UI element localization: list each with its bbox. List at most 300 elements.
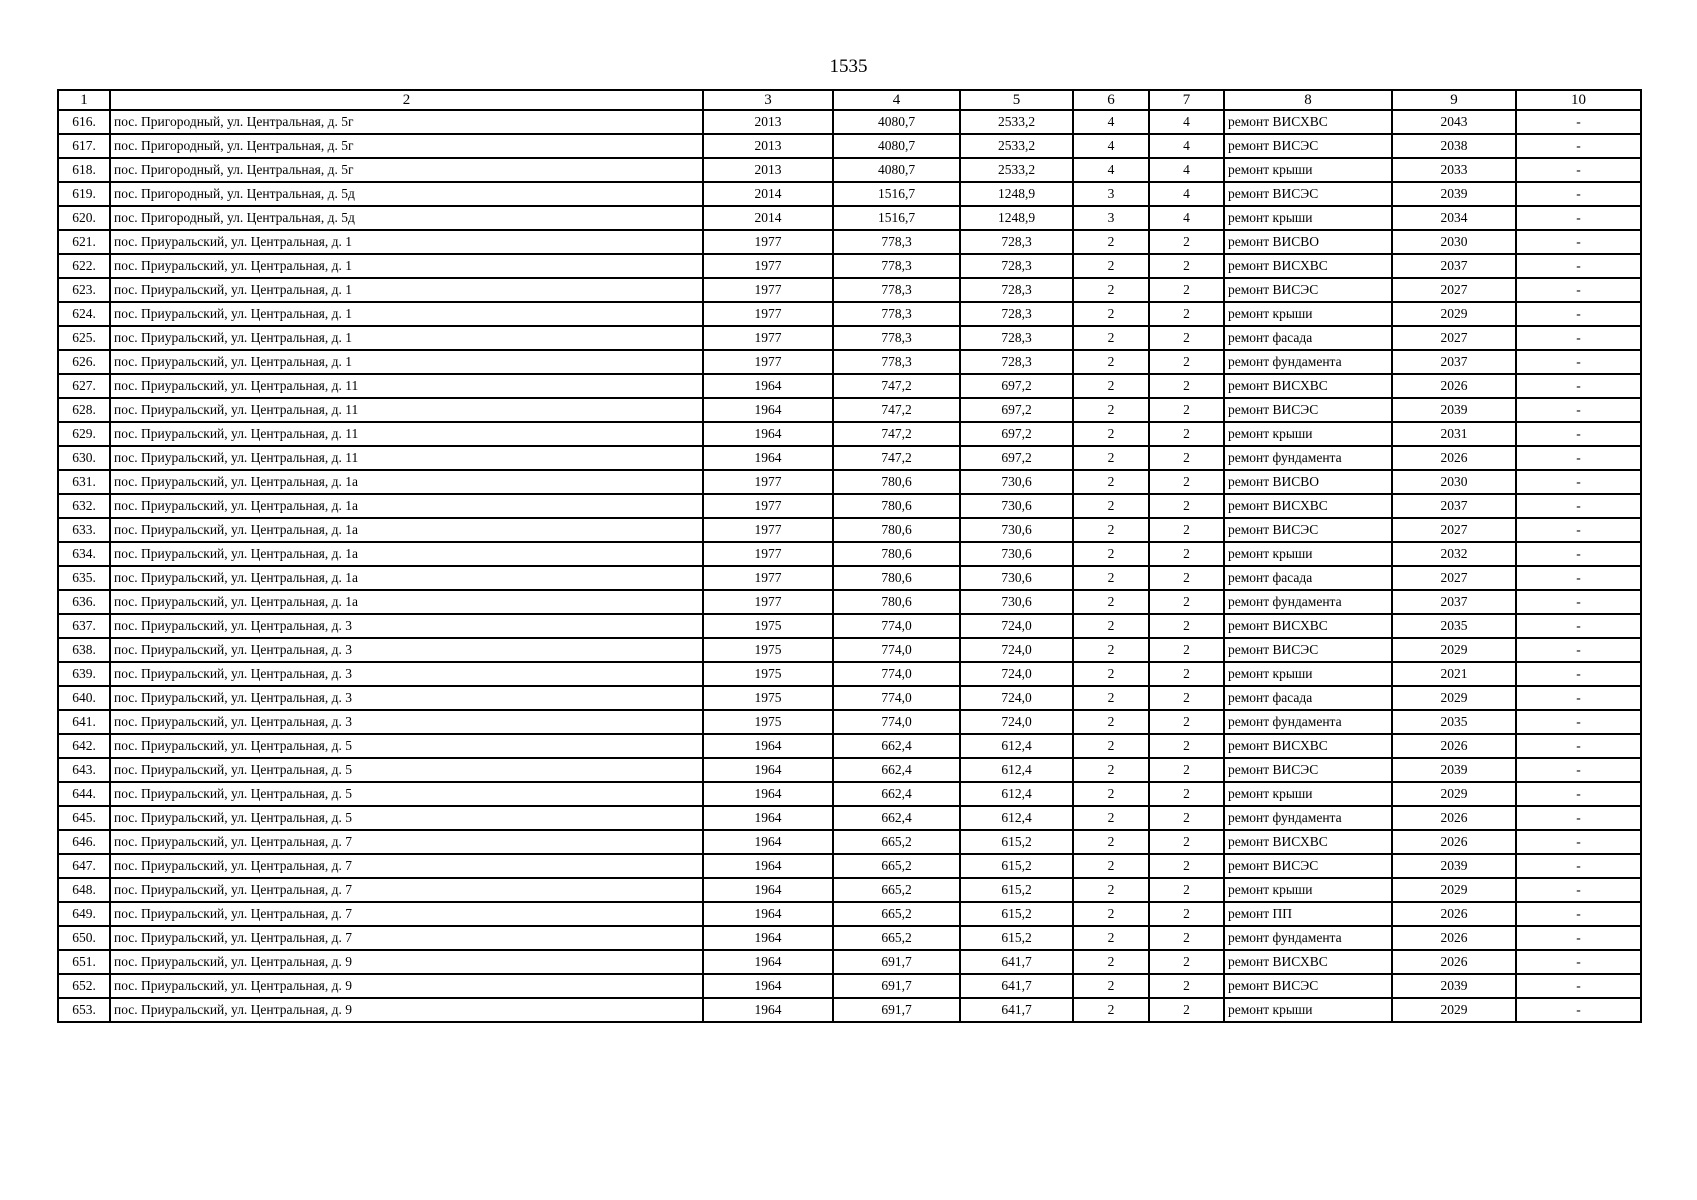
- table-row: [58, 278, 1641, 302]
- address-cell: пос. Приуральский, ул. Центральная, д. 1: [110, 230, 703, 254]
- row-number-cell: 618.: [58, 158, 110, 182]
- total-area-cell: 774,0: [833, 710, 960, 734]
- table-body: [58, 110, 1641, 1022]
- work-type-cell: ремонт фасада: [1224, 566, 1392, 590]
- entrances-cell: 2: [1149, 254, 1224, 278]
- address-cell: пос. Приуральский, ул. Центральная, д. 11: [110, 398, 703, 422]
- total-area-cell: 778,3: [833, 230, 960, 254]
- entrances-cell: 2: [1149, 326, 1224, 350]
- note-cell: -: [1516, 518, 1641, 542]
- total-area-cell: 665,2: [833, 878, 960, 902]
- total-area-cell: 665,2: [833, 926, 960, 950]
- residential-area-cell: 612,4: [960, 734, 1073, 758]
- note-cell: -: [1516, 350, 1641, 374]
- residential-area-cell: 641,7: [960, 998, 1073, 1022]
- total-area-cell: 665,2: [833, 854, 960, 878]
- note-cell: -: [1516, 854, 1641, 878]
- address-cell: пос. Пригородный, ул. Центральная, д. 5д: [110, 182, 703, 206]
- note-cell: -: [1516, 998, 1641, 1022]
- column-header: 9: [1392, 90, 1516, 110]
- address-cell: пос. Приуральский, ул. Центральная, д. 9: [110, 950, 703, 974]
- entrances-cell: 2: [1149, 302, 1224, 326]
- year-built-cell: 1975: [703, 662, 833, 686]
- floors-cell: 2: [1073, 350, 1149, 374]
- floors-cell: 2: [1073, 950, 1149, 974]
- residential-area-cell: 2533,2: [960, 158, 1073, 182]
- table-row: [58, 902, 1641, 926]
- table-row: [58, 158, 1641, 182]
- row-number-cell: 625.: [58, 326, 110, 350]
- total-area-cell: 1516,7: [833, 206, 960, 230]
- table-row: [58, 230, 1641, 254]
- page-number: 1535: [829, 56, 868, 77]
- planned-year-cell: 2033: [1392, 158, 1516, 182]
- floors-cell: 2: [1073, 710, 1149, 734]
- row-number-cell: 641.: [58, 710, 110, 734]
- entrances-cell: 2: [1149, 350, 1224, 374]
- table-row: [58, 758, 1641, 782]
- year-built-cell: 1964: [703, 734, 833, 758]
- residential-area-cell: 697,2: [960, 446, 1073, 470]
- planned-year-cell: 2035: [1392, 614, 1516, 638]
- total-area-cell: 747,2: [833, 374, 960, 398]
- address-cell: пос. Пригородный, ул. Центральная, д. 5г: [110, 110, 703, 134]
- planned-year-cell: 2037: [1392, 494, 1516, 518]
- year-built-cell: 1964: [703, 758, 833, 782]
- year-built-cell: 1964: [703, 782, 833, 806]
- note-cell: -: [1516, 782, 1641, 806]
- table-row: [58, 134, 1641, 158]
- entrances-cell: 2: [1149, 878, 1224, 902]
- address-cell: пос. Приуральский, ул. Центральная, д. 3: [110, 710, 703, 734]
- entrances-cell: 2: [1149, 686, 1224, 710]
- work-type-cell: ремонт ВИСХВС: [1224, 734, 1392, 758]
- table-row: [58, 830, 1641, 854]
- address-cell: пос. Приуральский, ул. Центральная, д. 5: [110, 758, 703, 782]
- entrances-cell: 2: [1149, 278, 1224, 302]
- year-built-cell: 1977: [703, 590, 833, 614]
- address-cell: пос. Приуральский, ул. Центральная, д. 1а: [110, 494, 703, 518]
- work-type-cell: ремонт ВИСХВС: [1224, 494, 1392, 518]
- row-number-cell: 616.: [58, 110, 110, 134]
- work-type-cell: ремонт фундамента: [1224, 926, 1392, 950]
- note-cell: -: [1516, 902, 1641, 926]
- row-number-cell: 649.: [58, 902, 110, 926]
- residential-area-cell: 730,6: [960, 470, 1073, 494]
- residential-area-cell: 641,7: [960, 974, 1073, 998]
- total-area-cell: 662,4: [833, 782, 960, 806]
- table-row: [58, 422, 1641, 446]
- work-type-cell: ремонт ВИСВО: [1224, 230, 1392, 254]
- total-area-cell: 774,0: [833, 686, 960, 710]
- work-type-cell: ремонт фундамента: [1224, 350, 1392, 374]
- floors-cell: 2: [1073, 254, 1149, 278]
- row-number-cell: 634.: [58, 542, 110, 566]
- column-header: 8: [1224, 90, 1392, 110]
- address-cell: пос. Пригородный, ул. Центральная, д. 5г: [110, 134, 703, 158]
- planned-year-cell: 2027: [1392, 566, 1516, 590]
- entrances-cell: 2: [1149, 998, 1224, 1022]
- row-number-cell: 652.: [58, 974, 110, 998]
- table-row: [58, 686, 1641, 710]
- note-cell: -: [1516, 254, 1641, 278]
- year-built-cell: 1964: [703, 854, 833, 878]
- year-built-cell: 2013: [703, 158, 833, 182]
- work-type-cell: ремонт крыши: [1224, 782, 1392, 806]
- note-cell: -: [1516, 974, 1641, 998]
- work-type-cell: ремонт ВИСХВС: [1224, 110, 1392, 134]
- note-cell: -: [1516, 158, 1641, 182]
- total-area-cell: 778,3: [833, 278, 960, 302]
- entrances-cell: 2: [1149, 638, 1224, 662]
- row-number-cell: 619.: [58, 182, 110, 206]
- row-number-cell: 617.: [58, 134, 110, 158]
- table-row: [58, 566, 1641, 590]
- address-cell: пос. Пригородный, ул. Центральная, д. 5г: [110, 158, 703, 182]
- entrances-cell: 2: [1149, 902, 1224, 926]
- row-number-cell: 636.: [58, 590, 110, 614]
- table-row: [58, 974, 1641, 998]
- total-area-cell: 665,2: [833, 902, 960, 926]
- year-built-cell: 1975: [703, 686, 833, 710]
- work-type-cell: ремонт ВИСЭС: [1224, 134, 1392, 158]
- address-cell: пос. Приуральский, ул. Центральная, д. 1а: [110, 566, 703, 590]
- table-row: [58, 374, 1641, 398]
- table-row: [58, 878, 1641, 902]
- planned-year-cell: 2037: [1392, 350, 1516, 374]
- work-type-cell: ремонт фундамента: [1224, 710, 1392, 734]
- table-row: [58, 182, 1641, 206]
- floors-cell: 2: [1073, 374, 1149, 398]
- work-type-cell: ремонт фасада: [1224, 326, 1392, 350]
- floors-cell: 2: [1073, 902, 1149, 926]
- note-cell: -: [1516, 566, 1641, 590]
- residential-area-cell: 724,0: [960, 686, 1073, 710]
- floors-cell: 2: [1073, 302, 1149, 326]
- entrances-cell: 2: [1149, 566, 1224, 590]
- residential-area-cell: 1248,9: [960, 206, 1073, 230]
- work-type-cell: ремонт крыши: [1224, 422, 1392, 446]
- work-type-cell: ремонт ВИСЭС: [1224, 398, 1392, 422]
- row-number-cell: 645.: [58, 806, 110, 830]
- residential-area-cell: 728,3: [960, 350, 1073, 374]
- row-number-cell: 651.: [58, 950, 110, 974]
- residential-area-cell: 612,4: [960, 806, 1073, 830]
- row-number-cell: 631.: [58, 470, 110, 494]
- planned-year-cell: 2039: [1392, 182, 1516, 206]
- note-cell: -: [1516, 542, 1641, 566]
- total-area-cell: 662,4: [833, 806, 960, 830]
- address-cell: пос. Приуральский, ул. Центральная, д. 1а: [110, 518, 703, 542]
- table-row: [58, 518, 1641, 542]
- residential-area-cell: 612,4: [960, 782, 1073, 806]
- work-type-cell: ремонт ВИСЭС: [1224, 278, 1392, 302]
- work-type-cell: ремонт крыши: [1224, 542, 1392, 566]
- planned-year-cell: 2038: [1392, 134, 1516, 158]
- table-row: [58, 710, 1641, 734]
- floors-cell: 2: [1073, 614, 1149, 638]
- address-cell: пос. Приуральский, ул. Центральная, д. 7: [110, 926, 703, 950]
- floors-cell: 2: [1073, 734, 1149, 758]
- total-area-cell: 780,6: [833, 470, 960, 494]
- floors-cell: 4: [1073, 134, 1149, 158]
- total-area-cell: 662,4: [833, 758, 960, 782]
- planned-year-cell: 2026: [1392, 446, 1516, 470]
- column-header: 1: [58, 90, 110, 110]
- note-cell: -: [1516, 326, 1641, 350]
- planned-year-cell: 2039: [1392, 974, 1516, 998]
- entrances-cell: 2: [1149, 974, 1224, 998]
- year-built-cell: 1977: [703, 230, 833, 254]
- work-type-cell: ремонт ВИСЭС: [1224, 854, 1392, 878]
- row-number-cell: 635.: [58, 566, 110, 590]
- note-cell: -: [1516, 230, 1641, 254]
- floors-cell: 2: [1073, 758, 1149, 782]
- floors-cell: 2: [1073, 566, 1149, 590]
- year-built-cell: 1975: [703, 614, 833, 638]
- planned-year-cell: 2030: [1392, 470, 1516, 494]
- note-cell: -: [1516, 182, 1641, 206]
- note-cell: -: [1516, 830, 1641, 854]
- residential-area-cell: 697,2: [960, 422, 1073, 446]
- total-area-cell: 774,0: [833, 614, 960, 638]
- note-cell: -: [1516, 590, 1641, 614]
- residential-area-cell: 615,2: [960, 854, 1073, 878]
- address-cell: пос. Приуральский, ул. Центральная, д. 9: [110, 974, 703, 998]
- total-area-cell: 774,0: [833, 662, 960, 686]
- residential-area-cell: 724,0: [960, 662, 1073, 686]
- total-area-cell: 665,2: [833, 830, 960, 854]
- planned-year-cell: 2029: [1392, 998, 1516, 1022]
- floors-cell: 2: [1073, 830, 1149, 854]
- note-cell: -: [1516, 398, 1641, 422]
- entrances-cell: 4: [1149, 134, 1224, 158]
- note-cell: -: [1516, 734, 1641, 758]
- address-cell: пос. Приуральский, ул. Центральная, д. 5: [110, 734, 703, 758]
- floors-cell: 2: [1073, 398, 1149, 422]
- table-row: [58, 254, 1641, 278]
- work-type-cell: ремонт крыши: [1224, 662, 1392, 686]
- address-cell: пос. Приуральский, ул. Центральная, д. 11: [110, 374, 703, 398]
- note-cell: -: [1516, 638, 1641, 662]
- total-area-cell: 1516,7: [833, 182, 960, 206]
- entrances-cell: 2: [1149, 758, 1224, 782]
- entrances-cell: 4: [1149, 110, 1224, 134]
- residential-area-cell: 2533,2: [960, 134, 1073, 158]
- row-number-cell: 629.: [58, 422, 110, 446]
- planned-year-cell: 2026: [1392, 902, 1516, 926]
- total-area-cell: 4080,7: [833, 134, 960, 158]
- address-cell: пос. Приуральский, ул. Центральная, д. 5: [110, 806, 703, 830]
- note-cell: -: [1516, 878, 1641, 902]
- floors-cell: 2: [1073, 230, 1149, 254]
- residential-area-cell: 728,3: [960, 278, 1073, 302]
- entrances-cell: 2: [1149, 614, 1224, 638]
- planned-year-cell: 2037: [1392, 590, 1516, 614]
- note-cell: -: [1516, 134, 1641, 158]
- floors-cell: 2: [1073, 638, 1149, 662]
- row-number-cell: 642.: [58, 734, 110, 758]
- entrances-cell: 2: [1149, 710, 1224, 734]
- residential-area-cell: 615,2: [960, 902, 1073, 926]
- planned-year-cell: 2027: [1392, 326, 1516, 350]
- entrances-cell: 2: [1149, 542, 1224, 566]
- floors-cell: 2: [1073, 446, 1149, 470]
- residential-area-cell: 615,2: [960, 878, 1073, 902]
- planned-year-cell: 2032: [1392, 542, 1516, 566]
- note-cell: -: [1516, 494, 1641, 518]
- entrances-cell: 2: [1149, 950, 1224, 974]
- year-built-cell: 2013: [703, 110, 833, 134]
- year-built-cell: 1977: [703, 566, 833, 590]
- address-cell: пос. Приуральский, ул. Центральная, д. 5: [110, 782, 703, 806]
- column-header: 7: [1149, 90, 1224, 110]
- planned-year-cell: 2026: [1392, 374, 1516, 398]
- repair-schedule-table: [57, 89, 1642, 1023]
- address-cell: пос. Приуральский, ул. Центральная, д. 1а: [110, 542, 703, 566]
- residential-area-cell: 697,2: [960, 374, 1073, 398]
- work-type-cell: ремонт ВИСХВС: [1224, 374, 1392, 398]
- planned-year-cell: 2026: [1392, 926, 1516, 950]
- address-cell: пос. Приуральский, ул. Центральная, д. 3: [110, 638, 703, 662]
- work-type-cell: ремонт ВИСХВС: [1224, 950, 1392, 974]
- table-row: [58, 590, 1641, 614]
- planned-year-cell: 2027: [1392, 278, 1516, 302]
- work-type-cell: ремонт фундамента: [1224, 590, 1392, 614]
- entrances-cell: 2: [1149, 926, 1224, 950]
- address-cell: пос. Приуральский, ул. Центральная, д. 1: [110, 350, 703, 374]
- year-built-cell: 1964: [703, 830, 833, 854]
- residential-area-cell: 728,3: [960, 326, 1073, 350]
- floors-cell: 2: [1073, 662, 1149, 686]
- planned-year-cell: 2026: [1392, 830, 1516, 854]
- total-area-cell: 691,7: [833, 974, 960, 998]
- planned-year-cell: 2026: [1392, 950, 1516, 974]
- note-cell: -: [1516, 758, 1641, 782]
- entrances-cell: 2: [1149, 782, 1224, 806]
- row-number-cell: 632.: [58, 494, 110, 518]
- work-type-cell: ремонт крыши: [1224, 206, 1392, 230]
- entrances-cell: 2: [1149, 830, 1224, 854]
- residential-area-cell: 728,3: [960, 302, 1073, 326]
- total-area-cell: 780,6: [833, 494, 960, 518]
- work-type-cell: ремонт ВИСЭС: [1224, 974, 1392, 998]
- year-built-cell: 1964: [703, 374, 833, 398]
- work-type-cell: ремонт крыши: [1224, 158, 1392, 182]
- address-cell: пос. Приуральский, ул. Центральная, д. 1а: [110, 470, 703, 494]
- table-row: [58, 446, 1641, 470]
- row-number-cell: 647.: [58, 854, 110, 878]
- total-area-cell: 4080,7: [833, 158, 960, 182]
- row-number-cell: 621.: [58, 230, 110, 254]
- floors-cell: 2: [1073, 422, 1149, 446]
- row-number-cell: 640.: [58, 686, 110, 710]
- address-cell: пос. Пригородный, ул. Центральная, д. 5д: [110, 206, 703, 230]
- row-number-cell: 630.: [58, 446, 110, 470]
- row-number-cell: 650.: [58, 926, 110, 950]
- total-area-cell: 780,6: [833, 518, 960, 542]
- address-cell: пос. Приуральский, ул. Центральная, д. 7: [110, 830, 703, 854]
- address-cell: пос. Приуральский, ул. Центральная, д. 11: [110, 422, 703, 446]
- note-cell: -: [1516, 470, 1641, 494]
- work-type-cell: ремонт крыши: [1224, 998, 1392, 1022]
- note-cell: -: [1516, 662, 1641, 686]
- row-number-cell: 646.: [58, 830, 110, 854]
- entrances-cell: 2: [1149, 590, 1224, 614]
- note-cell: -: [1516, 302, 1641, 326]
- floors-cell: 2: [1073, 974, 1149, 998]
- floors-cell: 2: [1073, 686, 1149, 710]
- table-row: [58, 782, 1641, 806]
- entrances-cell: 2: [1149, 446, 1224, 470]
- work-type-cell: ремонт ВИСЭС: [1224, 638, 1392, 662]
- total-area-cell: 691,7: [833, 998, 960, 1022]
- planned-year-cell: 2043: [1392, 110, 1516, 134]
- work-type-cell: ремонт крыши: [1224, 878, 1392, 902]
- floors-cell: 2: [1073, 590, 1149, 614]
- row-number-cell: 639.: [58, 662, 110, 686]
- year-built-cell: 1964: [703, 998, 833, 1022]
- residential-area-cell: 730,6: [960, 590, 1073, 614]
- total-area-cell: 778,3: [833, 326, 960, 350]
- residential-area-cell: 724,0: [960, 710, 1073, 734]
- residential-area-cell: 724,0: [960, 614, 1073, 638]
- floors-cell: 2: [1073, 998, 1149, 1022]
- note-cell: -: [1516, 926, 1641, 950]
- note-cell: -: [1516, 806, 1641, 830]
- entrances-cell: 2: [1149, 398, 1224, 422]
- entrances-cell: 4: [1149, 158, 1224, 182]
- table-row: [58, 398, 1641, 422]
- work-type-cell: ремонт фундамента: [1224, 446, 1392, 470]
- note-cell: -: [1516, 110, 1641, 134]
- total-area-cell: 4080,7: [833, 110, 960, 134]
- floors-cell: 2: [1073, 854, 1149, 878]
- residential-area-cell: 697,2: [960, 398, 1073, 422]
- total-area-cell: 691,7: [833, 950, 960, 974]
- year-built-cell: 1977: [703, 494, 833, 518]
- row-number-cell: 626.: [58, 350, 110, 374]
- floors-cell: 2: [1073, 806, 1149, 830]
- year-built-cell: 1977: [703, 542, 833, 566]
- planned-year-cell: 2027: [1392, 518, 1516, 542]
- year-built-cell: 1977: [703, 518, 833, 542]
- entrances-cell: 2: [1149, 518, 1224, 542]
- row-number-cell: 644.: [58, 782, 110, 806]
- address-cell: пос. Приуральский, ул. Центральная, д. 7: [110, 878, 703, 902]
- year-built-cell: 1964: [703, 950, 833, 974]
- floors-cell: 2: [1073, 878, 1149, 902]
- address-cell: пос. Приуральский, ул. Центральная, д. 1: [110, 326, 703, 350]
- year-built-cell: 1977: [703, 470, 833, 494]
- planned-year-cell: 2031: [1392, 422, 1516, 446]
- table-row: [58, 662, 1641, 686]
- note-cell: -: [1516, 686, 1641, 710]
- year-built-cell: 1964: [703, 926, 833, 950]
- floors-cell: 2: [1073, 542, 1149, 566]
- year-built-cell: 1977: [703, 278, 833, 302]
- floors-cell: 2: [1073, 278, 1149, 302]
- planned-year-cell: 2039: [1392, 398, 1516, 422]
- floors-cell: 2: [1073, 782, 1149, 806]
- work-type-cell: ремонт ВИСХВС: [1224, 830, 1392, 854]
- total-area-cell: 780,6: [833, 566, 960, 590]
- column-header: 5: [960, 90, 1073, 110]
- note-cell: -: [1516, 374, 1641, 398]
- entrances-cell: 2: [1149, 422, 1224, 446]
- floors-cell: 4: [1073, 110, 1149, 134]
- row-number-cell: 637.: [58, 614, 110, 638]
